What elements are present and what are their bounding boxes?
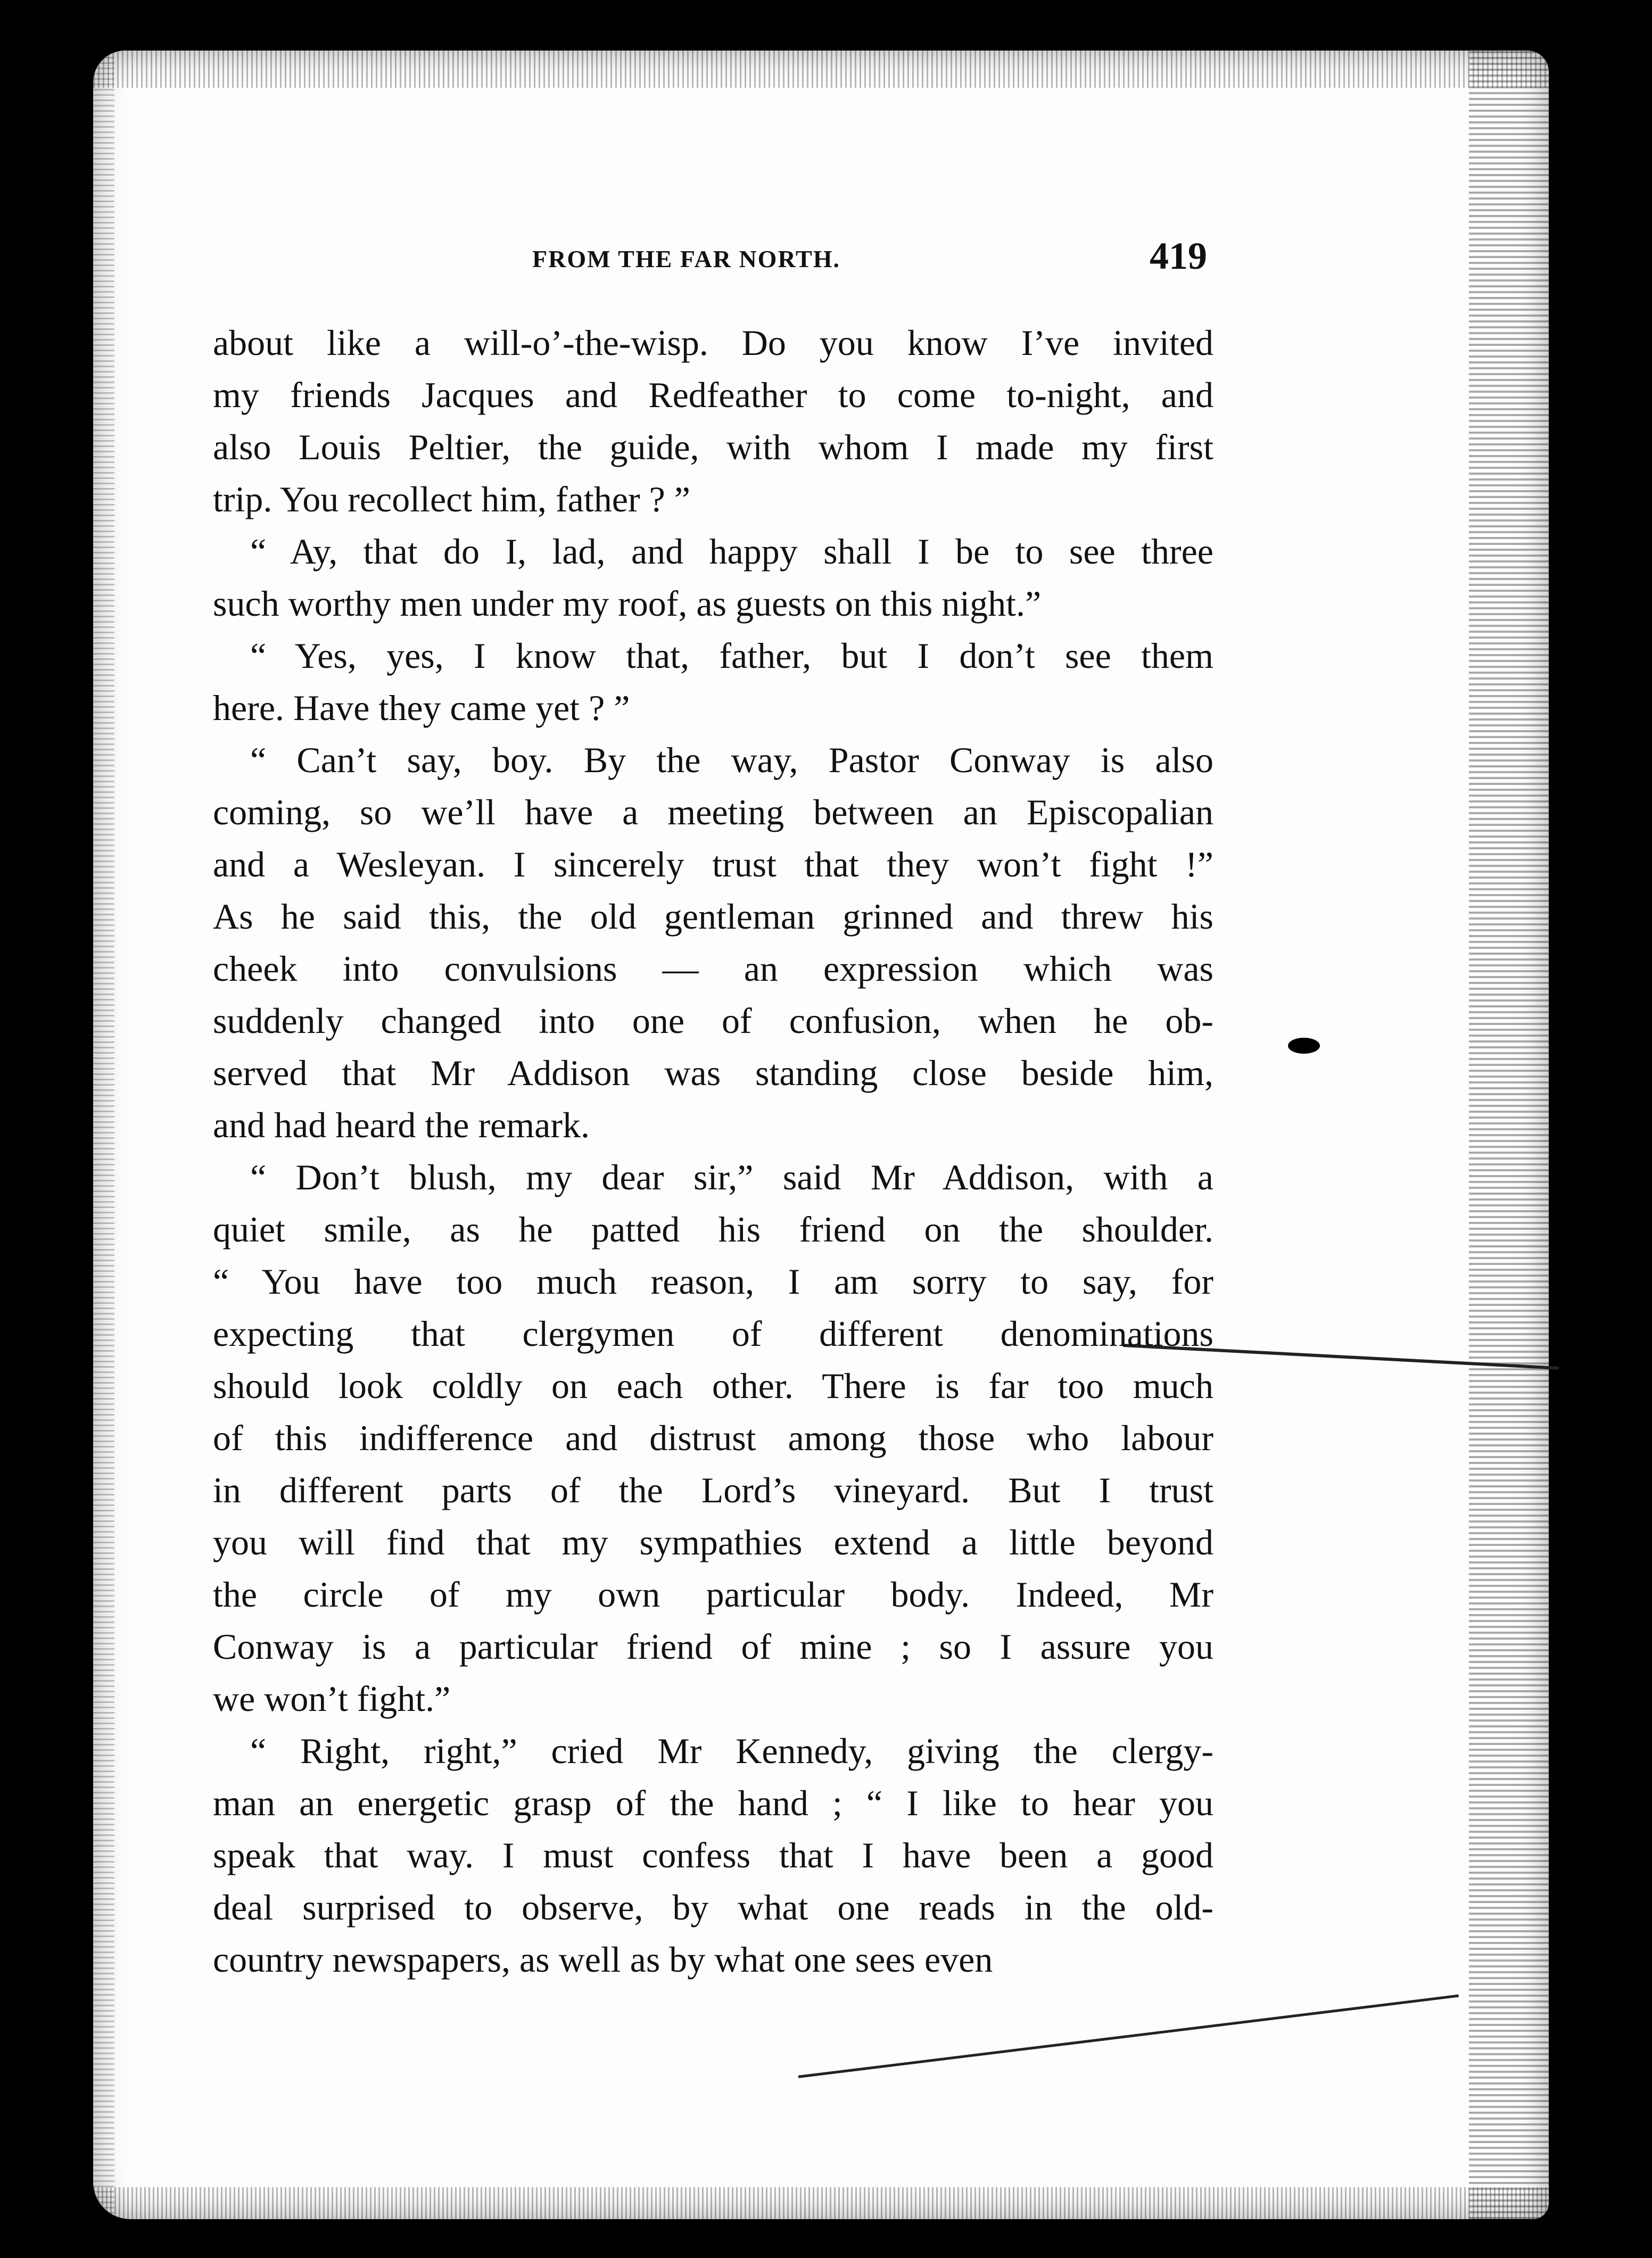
text-line: here. Have they came yet ? ”	[213, 688, 630, 728]
text-line: should look coldly on each other. There is far too much	[213, 1366, 1213, 1406]
running-head: FROM THE FAR NORTH.	[532, 245, 841, 272]
text-line: you will find that my sympathies extend a little beyond	[213, 1522, 1213, 1562]
text-line: “ Right, right,” cried Mr Kennedy, giving the clergy-	[250, 1731, 1213, 1771]
text-line: “ Don’t blush, my dear sir,” said Mr Addison, with a	[250, 1157, 1213, 1197]
page-number: 419	[1150, 235, 1207, 277]
text-line: such worthy men under my roof, as guests on this night.”	[213, 583, 1042, 624]
text-line: “ Yes, yes, I know that, father, but I don’t see them	[250, 635, 1213, 676]
text-line: speak that way. I must confess that I have been a good	[213, 1835, 1213, 1875]
text-line: my friends Jacques and Redfeather to come to-night, and	[213, 375, 1213, 415]
paragraph	[213, 630, 1213, 734]
scan-edge-left	[93, 51, 114, 2219]
text-line: “ Can’t say, boy. By the way, Pastor Conway is also	[250, 740, 1213, 780]
text-line: suddenly changed into one of confusion, when he ob-	[213, 1000, 1213, 1041]
paragraph	[213, 734, 1213, 1151]
scan-edge-top	[93, 51, 1549, 88]
text-line: served that Mr Addison was standing close beside him,	[213, 1053, 1213, 1093]
paragraph	[213, 525, 1213, 630]
text-line: “ Ay, that do I, lad, and happy shall I be to see three	[250, 531, 1213, 572]
ink-blot	[1288, 1038, 1320, 1054]
scan-edge-right	[1469, 51, 1549, 2219]
text-line: expecting that clergymen of different denominations	[213, 1313, 1213, 1354]
text-line: of this indifference and distrust among those who labour	[213, 1418, 1213, 1458]
text-line: As he said this, the old gentleman grinned and threw his	[213, 896, 1213, 937]
text-line: Conway is a particular friend of mine ; so I assure you	[213, 1626, 1213, 1667]
text-line: man an energetic grasp of the hand ; “ I like to hear you	[213, 1783, 1213, 1823]
text-line: in different parts of the Lord’s vineyard. But I trust	[213, 1470, 1213, 1510]
paragraph	[213, 317, 1213, 525]
text-line: “ You have too much reason, I am sorry to say, for	[213, 1261, 1213, 1302]
text-line: quiet smile, as he patted his friend on the shoulder.	[213, 1209, 1213, 1250]
text-line: also Louis Peltier, the guide, with whom I made my first	[213, 427, 1213, 467]
text-line: and a Wesleyan. I sincerely trust that they won’t fight !”	[213, 844, 1213, 884]
text-line: about like a will-o’-the-wisp. Do you know I’ve invited	[213, 322, 1213, 363]
text-line: trip. You recollect him, father ? ”	[213, 479, 690, 519]
text-line: we won’t fight.”	[213, 1678, 451, 1719]
scan-edge-bottom	[93, 2187, 1549, 2219]
text-line: the circle of my own particular body. Indeed, Mr	[213, 1574, 1213, 1615]
text-line: and had heard the remark.	[213, 1105, 590, 1145]
paragraph	[213, 1725, 1213, 1986]
paragraph	[213, 1151, 1213, 1725]
text-line: deal surprised to observe, by what one reads in the old-	[213, 1887, 1213, 1928]
text-line: cheek into convulsions — an expression which was	[213, 948, 1213, 989]
text-line: country newspapers, as well as by what one sees even	[213, 1939, 993, 1980]
text-line: coming, so we’ll have a meeting between an Episcopalian	[213, 792, 1213, 832]
body-text	[213, 317, 1213, 1986]
